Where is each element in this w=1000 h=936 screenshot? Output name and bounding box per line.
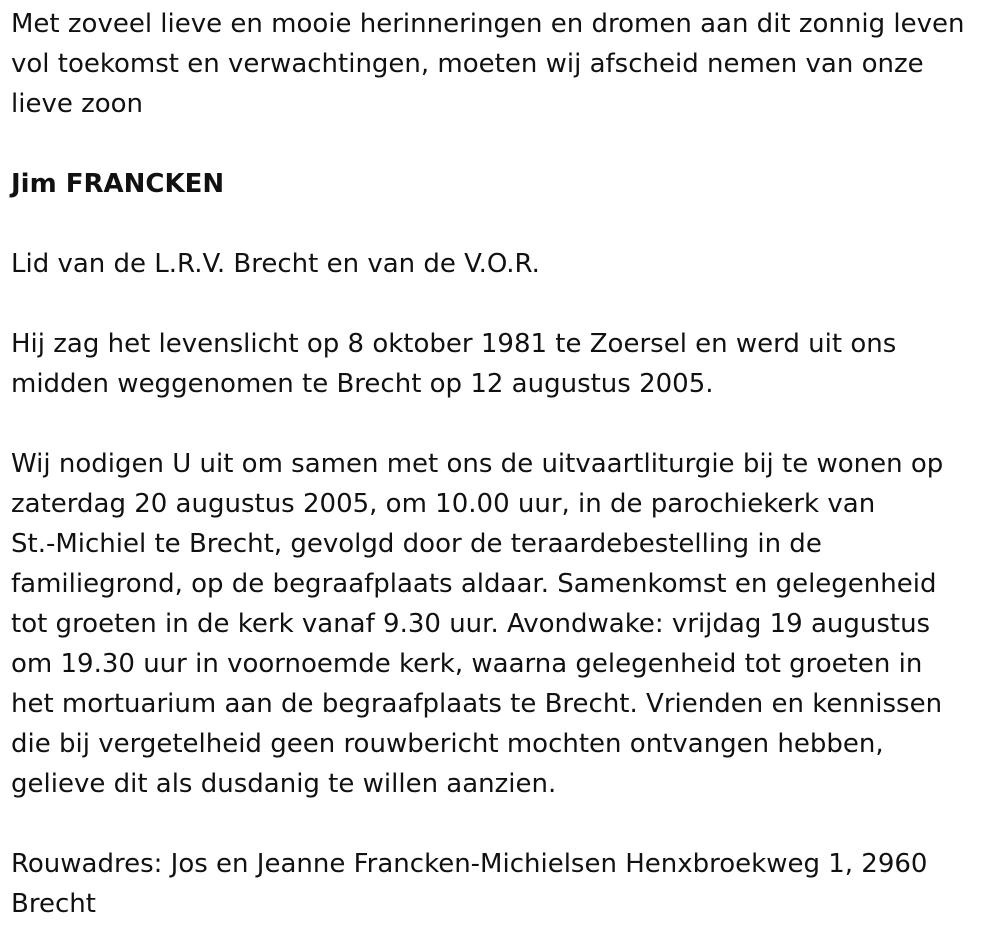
address-paragraph xyxy=(11,844,988,924)
membership-paragraph xyxy=(11,244,988,284)
ceremony-line: Wij nodigen U uit om samen met ons de uitvaartliturgie bij te wonen op xyxy=(11,449,944,479)
ceremony-paragraph xyxy=(11,444,988,804)
birth-death-line: Hij zag het levenslicht op 8 oktober 1981 te Zoersel en werd uit ons xyxy=(11,329,897,359)
ceremony-line: om 19.30 uur in voornoemde kerk, waarna gelegenheid tot groeten in xyxy=(11,649,923,679)
ceremony-line: het mortuarium aan de begraafplaats te Brecht. Vrienden en kennissen xyxy=(11,689,943,719)
address-line: Rouwadres: Jos en Jeanne Francken-Michielsen Henxbroekweg 1, 2960 xyxy=(11,849,928,879)
birth-death-line: midden weggenomen te Brecht op 12 augustus 2005. xyxy=(11,369,714,399)
address-line: Brecht xyxy=(11,889,96,919)
ceremony-line: zaterdag 20 augustus 2005, om 10.00 uur, in de parochiekerk van xyxy=(11,489,876,519)
deceased-name: Jim FRANCKEN xyxy=(11,169,225,199)
ceremony-line: familiegrond, op de begraafplaats aldaar. Samenkomst en gelegenheid xyxy=(11,569,937,599)
intro-paragraph xyxy=(11,4,988,124)
ceremony-line: gelieve dit als dusdanig te willen aanzien. xyxy=(11,769,557,799)
ceremony-line: die bij vergetelheid geen rouwbericht mochten ontvangen hebben, xyxy=(11,729,884,759)
ceremony-line: tot groeten in de kerk vanaf 9.30 uur. Avondwake: vrijdag 19 augustus xyxy=(11,609,931,639)
intro-line: Met zoveel lieve en mooie herinneringen en dromen aan dit zonnig leven xyxy=(11,9,965,39)
membership-line: Lid van de L.R.V. Brecht en van de V.O.R. xyxy=(11,249,540,279)
intro-line: vol toekomst en verwachtingen, moeten wij afscheid nemen van onze xyxy=(11,49,924,79)
birth-death-paragraph xyxy=(11,324,988,404)
intro-line: lieve zoon xyxy=(11,89,144,119)
ceremony-line: St.-Michiel te Brecht, gevolgd door de teraardebestelling in de xyxy=(11,529,822,559)
